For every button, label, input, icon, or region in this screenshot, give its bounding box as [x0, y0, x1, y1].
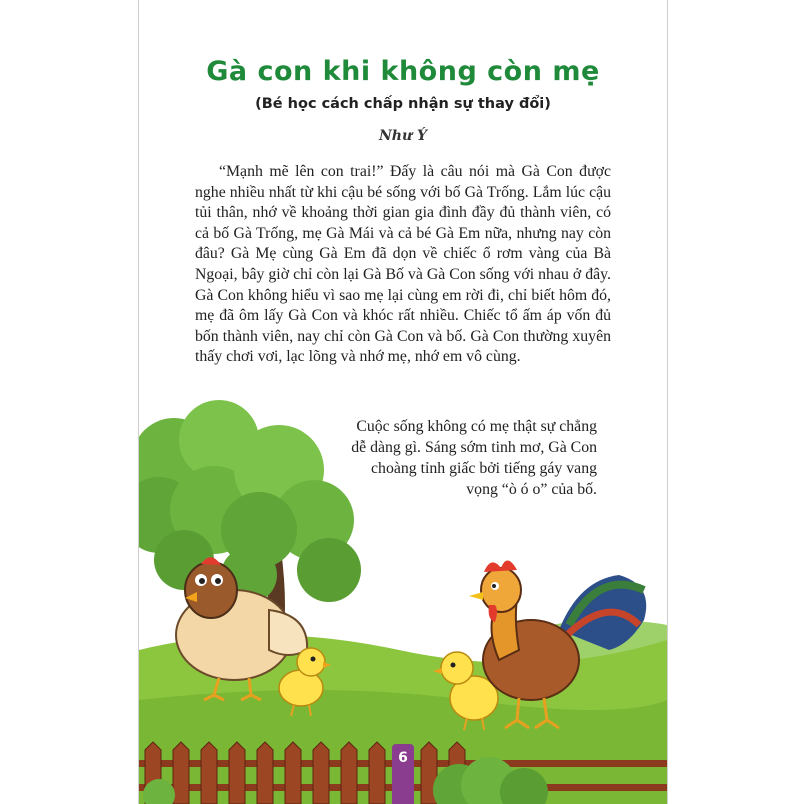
paragraph-2-line: dễ dàng gì. Sáng sớm tinh mơ, Gà Con: [351, 439, 597, 456]
author-name: Như Ý: [378, 128, 428, 144]
paragraph-2-line: choàng tỉnh giấc bởi tiếng gáy vang: [371, 460, 597, 477]
story-paragraph-2: [327, 416, 597, 500]
story-title: Gà con khi không còn mẹ: [206, 56, 600, 87]
page-number: 6: [392, 744, 414, 804]
book-page: [138, 0, 668, 804]
paragraph-1-text: “Mạnh mẽ lên con trai!” Đấy là câu nói mà Gà Con được nghe nhiều nhất từ khi cậu bé sống với bố Gà Trống. Lắm lúc cậu tủi thân, nhớ về khoảng thời gian gia đình đầy đủ thành viên, có cả bố Gà Trống, mẹ Gà Mái và cả bé Gà Em nữa, nhưng nay còn đâu? Gà Mẹ cùng Gà Em đã dọn về chiếc ổ rơm vàng của Bà Ngoại, bây giờ chỉ còn lại Gà Bố và Gà Con sống với nhau ở đây. Gà Con không hiểu vì sao mẹ lại cùng em rời đi, chỉ biết hôm đó, mẹ đã ôm lấy Gà Con và khóc rất nhiều. Chiếc tổ ấm áp vốn đủ bốn thành viên, nay chỉ còn Gà Con và bố. Gà Con thường xuyên thấy chơi vơi, lạc lõng và nhớ mẹ, nhớ em vô cùng.: [195, 163, 611, 366]
paragraph-2-line: Cuộc sống không có mẹ thật sự chẳng: [356, 418, 597, 435]
story-subtitle: (Bé học cách chấp nhận sự thay đổi): [255, 96, 551, 112]
paragraph-2-line: vọng “ò ó o” của bố.: [466, 481, 597, 498]
story-paragraph-1: [195, 162, 611, 368]
